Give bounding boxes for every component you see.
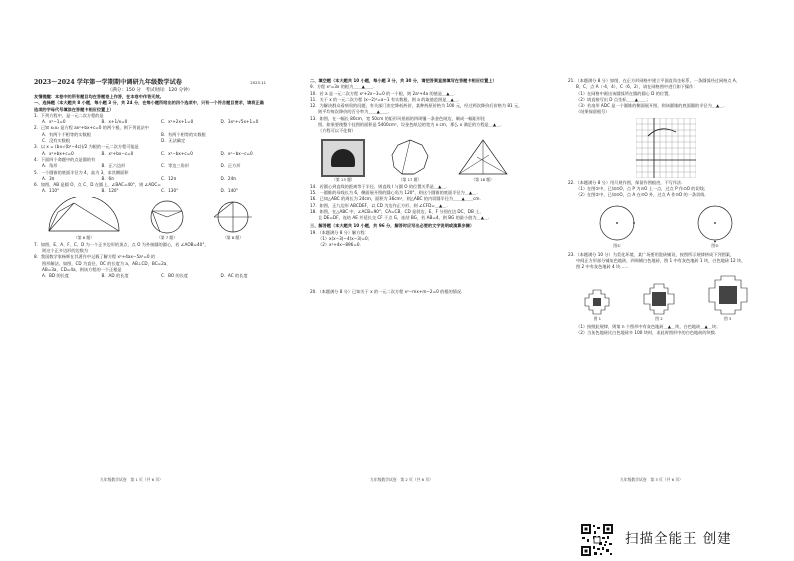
question-6-options xyxy=(34,188,266,194)
question-21-note: （结果保留根号） xyxy=(576,109,610,115)
page-3 xyxy=(568,78,764,488)
option: B．正六边形 xyxy=(101,163,126,169)
option: A．角形 xyxy=(42,163,58,169)
option: A．BD 的长度 xyxy=(42,273,70,279)
figure-6 xyxy=(44,197,124,240)
page-1 xyxy=(34,78,266,488)
tile-pattern-2 xyxy=(642,282,676,316)
figure-22-1 xyxy=(597,203,637,248)
answer-space xyxy=(310,249,522,289)
section-3-heading: 三、解答题（本大题共 10 小题，共 96 分，解答时应写出必要的文字说明或演算步骤） xyxy=(310,223,475,229)
option: B．6π xyxy=(101,175,114,181)
exam-meta: （满分：150 分 考试时间：120 分钟） xyxy=(107,88,193,93)
figure-7 xyxy=(144,197,190,240)
option: C．等边三角形 xyxy=(161,163,190,169)
figure-13 xyxy=(321,139,365,182)
option: D．x²−bx−c=0 xyxy=(220,150,253,156)
circle-chord-diagram xyxy=(210,197,256,235)
framed-painting xyxy=(321,139,365,177)
option: A．有两个不相等的实数根 xyxy=(42,131,91,137)
coordinate-grid xyxy=(636,118,696,178)
question-22: 22．（本题满分 8 分）用尺规作图，保留作图痕迹，不写作法． xyxy=(568,179,686,185)
question-21-cont: B、C，点 A（-4，4），C（6，2），请在网格图中进行如下操作： xyxy=(576,84,698,90)
scanner-brand-text: 扫描全能王 创建 xyxy=(625,531,732,547)
option: B．有两个相等的实数根 xyxy=(161,131,206,137)
option: C．没有实数根 xyxy=(42,138,71,144)
question-23: 23．（本题满分 10 分）为美化环境，某广场要用瓷砖铺设，按图所示规律拼成下列图案， xyxy=(568,251,735,257)
question-1: 1．下列方程中，是一元二次方程的是 xyxy=(34,112,104,118)
tile-pattern-1 xyxy=(583,288,611,316)
question-20: 20．（本题满分 8 分）已知关于 x 的一元二次方程 x²−mx+m−2=0 的根的情况． xyxy=(310,288,466,294)
figure-23-1 xyxy=(583,288,611,321)
inscribed-polygon-diagram xyxy=(144,197,190,235)
question-17: 17．如图，正九边形 ABCDEF，以 CD 为边作正方形，则 ∠CFD=＿▲＿． xyxy=(310,202,451,208)
figure-caption: 图 3 xyxy=(723,315,732,321)
question-4: 4．下面四个命题中的点是圆的有 xyxy=(34,156,96,162)
figure-23-2 xyxy=(642,282,676,321)
question-8-options xyxy=(34,273,266,279)
figure-caption: 图① xyxy=(613,242,621,248)
question-8-cont-2: AB=3a，CD=4a，则该方程的一个正根是 xyxy=(42,266,122,272)
option: B．x+1/x=0 xyxy=(101,119,128,125)
question-7: 7．如图，E、A、F、C、D 为一个正多边形的顶点，点 O 为外接圆的圆心，若 ∠AOB=40°， xyxy=(34,241,209,247)
question-19-part-2: （2）x²+4x−896=0． xyxy=(318,242,364,248)
question-22-part-1: （1）在图①中，已知⊙O，点 P 为⊙O 上一点，过点 P 作⊙O 的切线； xyxy=(576,186,708,192)
figures-23 xyxy=(568,274,764,321)
question-7-cont: 则这个正多边形的边数为 xyxy=(42,248,89,254)
page-1-footer: 九年级数学试卷 第 1 页（共 6 页） xyxy=(100,477,163,482)
figure-17 xyxy=(388,137,432,182)
option: C．12π xyxy=(161,175,176,181)
question-22-part-2: （2）在图②中，已知⊙O，点 A 在⊙O 外，过点 A 作⊙O 的一条切线． xyxy=(576,192,709,198)
option: D．140° xyxy=(220,188,238,194)
figure-18 xyxy=(455,137,511,182)
figure-caption: （第 8 题） xyxy=(222,234,244,240)
qr-code-icon xyxy=(580,523,614,557)
option: D．正方形 xyxy=(220,163,241,169)
question-13-note: （方程可以不化简） xyxy=(318,128,356,134)
question-23-part-1: （1）按照此规律，则第 n 个图形中有灰色地砖＿▲＿块，白色地砖＿▲＿块； xyxy=(576,323,721,329)
question-16: 16．已知△ABC 的周长为 24cm，面积为 36cm²，则△ABC 的内切圆半径为＿＿▲＿＿cm． xyxy=(310,196,484,202)
question-21-part-2: （2）请直接写出 D 点坐标＿＿▲＿＿； xyxy=(576,96,651,102)
figures-6-7-8 xyxy=(34,197,266,240)
option: D．24π xyxy=(220,175,236,181)
semicircle-diagram xyxy=(44,197,124,235)
option: A．110° xyxy=(42,188,60,194)
question-3: 3．以 x = (b±√(b²−4c))/2 为根的一元二次方程可能是 xyxy=(34,144,139,150)
circle-with-point xyxy=(597,203,637,243)
question-10: 10．若 a 是一元二次方程 x²+2x−3=0 的一个根，则 2a²+4a 的值是＿▲＿． xyxy=(310,90,458,96)
question-18-cont: 且 DE=DF，连结 AE 并延长交 CF 于点 G，连结 BG，若 AB=4，则 BG 的最小值为＿▲＿． xyxy=(318,215,493,221)
option: D．3x²+√5x+1=0 xyxy=(220,119,259,125)
option: A．3π xyxy=(42,175,55,181)
triangle-diagram xyxy=(455,137,511,177)
page-2 xyxy=(310,78,522,488)
figure-caption: 图② xyxy=(711,242,719,248)
option: B．AD 的长度 xyxy=(101,273,129,279)
option: C．x²+2x+1=0 xyxy=(161,119,194,125)
exam-title: 2023～2024 学年第一学期期中调研九年级数学试卷 xyxy=(34,79,182,86)
exam-code: 2023.11 xyxy=(250,80,266,85)
question-6: 6．如图，AB 是圆 O，点 C、D 在圆上，∠BAC=40°，则 ∠ADC= xyxy=(34,182,161,188)
question-19-part-1: （1）x(x−3)−4(x−3)=0； xyxy=(318,236,372,242)
question-11: 11．关于 x 的一元二次方程 (x−2)²=a−1 有实数根，则 a 的取值范围是＿▲＿． xyxy=(310,96,463,102)
question-18: 18．如图，在△ABC 中，∠ACB=90°，CA=CB，CD 是斜边，E、F 分别在边 DC、DB 上， xyxy=(310,208,484,214)
question-13-cont: 图，如果要使整个挂图的面积是 5400cm²，设金色纸边的宽为 x cm，那么 x 满足的方程是＿▲＿． xyxy=(318,122,505,128)
polygon-diagram xyxy=(388,137,432,177)
question-21-part-1: （1）在网格中画出该圆弧所在圆的圆心 D 的位置， xyxy=(576,90,673,96)
question-21-part-3: （3）若扇形 ADC 是一个圆锥的侧面展开图，则该圆锥的底面圆的半径为＿▲＿． xyxy=(576,103,728,109)
figure-23-3 xyxy=(707,274,749,321)
question-9: 9．方程 x²=3x 的根为＿＿▲＿＿． xyxy=(310,84,378,90)
question-23-cont-2: 图 2 中有灰色地砖 4 块…… xyxy=(576,264,629,270)
figure-caption: （第 18 题） xyxy=(471,176,494,182)
option: D．AC 的长度 xyxy=(220,273,248,279)
page-2-footer: 九年级数学试卷 第 2 页（共 6 页） xyxy=(370,477,433,482)
figure-caption: （第 13 题） xyxy=(332,176,355,182)
option: C．x²−bx+c=0 xyxy=(161,150,193,156)
option: C．BO 的长度 xyxy=(161,273,189,279)
figure-21 xyxy=(568,118,764,178)
question-23-cont: 中间正方形部分铺灰色地砖，四周铺白色地砖，图 1 中有灰色地砖 1 块，白色地砖 12 块， xyxy=(576,257,746,263)
question-8-cont: 图形解法。如图，CD 为直径，OC 的长度为 a，AB⊥CD，BC=2a， xyxy=(42,260,171,266)
option: B．x²+bx−c=0 xyxy=(101,150,134,156)
question-12: 12．为解决群众看病贵的问题，有关部门决定降低药价，某种药原价格为 100 元，经过两次降价后价格为 81 元， xyxy=(310,103,522,109)
figure-caption: 图 1 xyxy=(593,315,602,321)
figure-22-2 xyxy=(695,203,735,248)
figure-caption: （第 7 题） xyxy=(156,234,178,240)
page-3-footer: 九年级数学试卷 第 3 页（共 6 页） xyxy=(620,477,683,482)
section-1-heading: 一、选择题（本大题共 8 小题，每小题 3 分，共 24 分，在每小题所给出的四个选项中，只有一个符合题目要求，请将正确选项的字母代号填涂在答题卡相应位置上） xyxy=(34,100,264,112)
figure-caption: 图 2 xyxy=(655,315,663,321)
figure-caption: （第 17 题） xyxy=(398,176,422,182)
option: A．x²−1=0 xyxy=(42,119,66,125)
figures-13-17-18 xyxy=(310,137,522,182)
question-13: 13．如图，在一幅长 80cm、宽 50cm 的矩形风景画的四周镶一条金色纸边，制成一幅矩形挂 xyxy=(310,115,486,121)
circle-with-outer-point xyxy=(695,203,735,243)
question-19: 19．（本题满分 8 分）解方程： xyxy=(310,229,369,235)
question-2: 2．已知 x₁x₂ 是方程 ax²+bx+c=0 的两个根，则下列说法中 xyxy=(34,125,149,131)
option: C．130° xyxy=(161,188,179,194)
option: A．x²+bx+c=0 xyxy=(42,150,74,156)
question-12-cont: 则平均每次降价的百分率为＿＿▲＿＿． xyxy=(318,109,393,115)
question-14: 14．若圆心到直线的距离等于半径，则直线 l 与圆 O 的位置关系是＿▲＿． xyxy=(310,183,450,189)
question-8: 8．我国数学家杨辉在其著作中记载了解方程 x²+4ax−5a²=0 的 xyxy=(34,254,156,260)
figures-22 xyxy=(568,203,764,248)
section-2-heading: 二、填空题（本大题共 10 小题，每小题 3 分，共 30 分，请把答案直接填写在答题卡相应位置上） xyxy=(310,78,497,83)
question-23-part-2: （2）当灰色地砖比白色地砖多 100 块时，求此时图形中的白色地砖的块数． xyxy=(576,329,720,335)
question-5: 5．一个圆锥的底面半径为 4，高为 3，求其侧面积 xyxy=(34,169,129,175)
option: D．无法确定 xyxy=(161,138,186,144)
question-21: 21．（本题满分 8 分）如图，在正方形网格中建立平面直角坐标系，一条圆弧经过网格点 A、 xyxy=(568,78,740,83)
question-15: 15．一圆锥的母线长为 6，侧面展开图的圆心角为 120°，则这个圆锥的底面半径为＿▲＿． xyxy=(310,189,481,195)
tile-pattern-3 xyxy=(707,274,749,316)
painting-image xyxy=(331,149,355,167)
figure-caption: （第 6 题） xyxy=(73,234,95,240)
figure-8 xyxy=(210,197,256,240)
option: B．120° xyxy=(101,188,119,194)
notice: 友情提醒：本卷中的所有题目均在答题卷上作答，在本卷中作答无效。 xyxy=(34,94,164,99)
